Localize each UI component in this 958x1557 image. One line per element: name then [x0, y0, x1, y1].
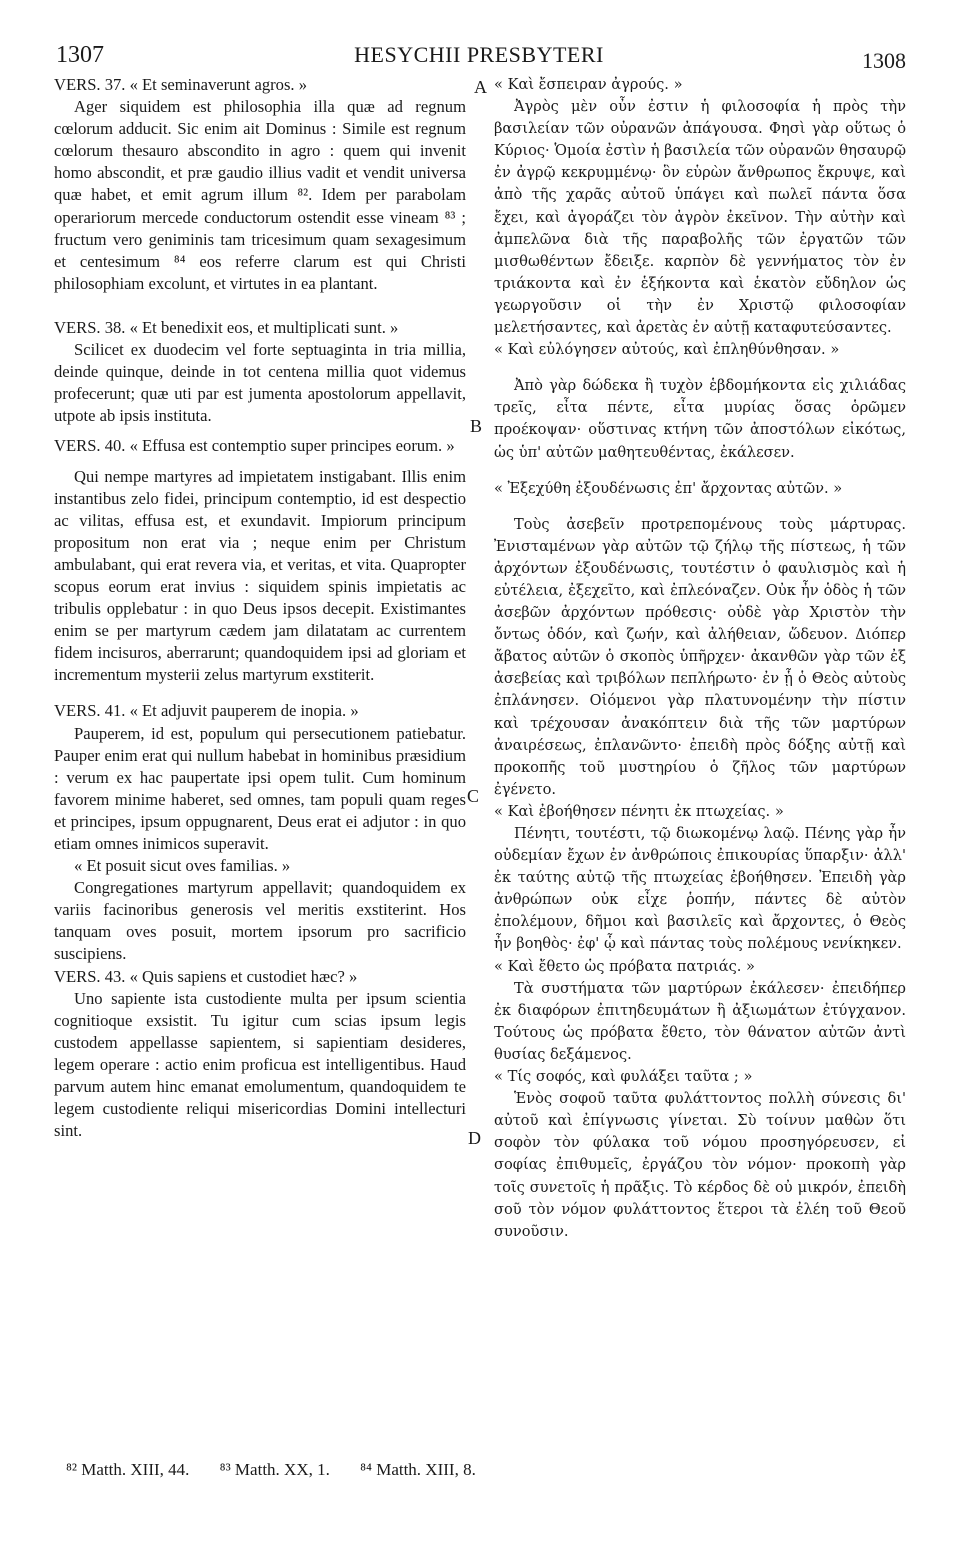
footnote: ⁸³ Matth. XX, 1. [219, 1460, 330, 1479]
commentary-paragraph: Scilicet ex duodecim vel forte septuaginta in tria millia, deinde quinque, deinde in tot centena millia quot videmus profecerunt; quæ uti par est jumenta apostolorum appellavit, utpote ab ipsis instituta. [54, 340, 466, 426]
commentary-paragraph: Πένητι, τουτέστι, τῷ διωκομένῳ λαῷ. Πένης γὰρ ἦν οὐδεμίαν ἔχων ἐν ἀνθρώποις ἐπικουρίας ὕπαρξιν· ἀλλ' ἐκ ταύτης αὐτῷ τῆς πτωχείας ἐβοήθησεν. Ἐπειδὴ γὰρ ἀνθρώπων οὐκ εἶχε ῥοπήν, πάντες δὲ αὐτὸν ἐπολέμουν, δῆμοι καὶ βασιλεῖς καὶ ἄρχοντες, ὁ Θεὸς ἦν βοηθὸς· ἐφ' ᾧ καὶ πάντας τοὺς πολέμους νενίκηκεν. [494, 825, 906, 953]
verse-heading: VERS. 40. « Effusa est contemptio super principes eorum. » [54, 436, 455, 456]
verse-heading: « Καὶ ἐβοήθησεν πένητι ἐκ πτωχείας. » [494, 802, 784, 820]
verse-heading: VERS. 37. « Et seminaverunt agros. » [54, 75, 308, 94]
commentary-paragraph: Τοὺς ἀσεβεῖν προτρεπομένους τοὺς μάρτυρας. Ἐνισταμένων γὰρ αὐτῶν τῷ ζήλῳ τῆς πίστεως, ἡ τῶν ἀρχόντων ἐξουδένωσις, τουτέστιν ὁ φαυλισμὸς καὶ ἡ εὐτέλεια, ἐξεχεῖτο, καὶ ἐπλεόναζεν. Οὐκ ἦν ὁδὸς ἡ τῶν ἀσεβῶν ἀρχόντων πρόθεσις· οὐδὲ γὰρ Χριστὸν τὴν ὄντως ὁδόν, καὶ ζωήν, καὶ ἀλήθειαν, ὥδευον. Διόπερ ἄβατος αὐτῶν ὁ σκοπὸς ὑπῆρχεν· ἀκανθῶν γὰρ τῶν ἐξ ἀσεβείας καὶ τριβόλων πεπλήρωτο· ἐν ᾗ ὁ Θεὸς αὐτοὺς ἐπλάνησεν. Οἰόμενοι γὰρ πλατυνομένην τὴν πίστιν καὶ τρέχουσαν ἀνακόπτειν διὰ τῆς τῶν μαρτύρων ἀναιρέσεως, ἐπλανῶντο· ἐπειδὴ πρὸς δόξης αὐτῇ καὶ προκοπῆς τοῦ μυστηρίου ὁ ζῆλος τῶν μαρτύρων ἐγένετο. [494, 515, 906, 798]
commentary-paragraph: Ager siquidem est philosophia illa quæ ad regnum cœlorum adducit. Sic enim ait Dominus : Simile est regnum cœlorum thesauro abscondito in agro : quem qui invenit homo abscondit, et præ gaudio illius vadit et vendit universa quæ habet, et emit agrum illum ⁸². Idem per parabolam operariorum mercede conductorum ostendit esse vineam ⁸³ ; fructum vero geniminis tam tricesimum quam sexagesimum et centesimum ⁸⁴ eos referre clarum est qui Christi philosophiam excolunt, et virtutes in ea plantant. [54, 97, 466, 293]
commentary-paragraph: Ἀπὸ γὰρ δώδεκα ἢ τυχὸν ἑβδομήκοντα εἰς χιλιάδας τρεῖς, εἶτα πέντε, εἶτα μυρίας ὅσας ὁρῶμεν προέκοψαν· οὕστινας κτήνη τῶν ἀποστόλων εἰκότως, ὡς ὑπ' αὐτῶν μαθητευθέντας, ἐκάλεσεν. [494, 377, 906, 461]
margin-letter-c: C [467, 786, 480, 806]
latin-column [54, 74, 466, 1142]
running-title: HESYCHII PRESBYTERI [354, 42, 604, 67]
verse-heading: VERS. 41. « Et adjuvit pauperem de inopia. » [54, 701, 359, 721]
verse-heading: VERS. 43. « Quis sapiens et custodiet hæc? » [54, 966, 358, 986]
verse-heading: VERS. 38. « Et benedixit eos, et multiplicati sunt. » [54, 317, 399, 337]
verse-heading: « Ἐξεχύθη ἐξουδένωσις ἐπ' ἄρχοντας αὐτῶν. » [494, 479, 843, 497]
greek-column [494, 74, 906, 1243]
commentary-paragraph: Qui nempe martyres ad impietatem instigabant. Illis enim instantibus zelo fidei, principum contemptio, id est despectio ac vilitas, effusa est, et exundavit. Impiorum principum propositum non erat via ; neque enim per Christum ambulabant, qui erat revera via, et veritas, et vita. Quapropter scopus eorum erat invius : siquidem spinis impietatis ac tribulis opplebatur : in quo Deus ipsos decepit. Existimantes enim se per martyrum cædem jam dilatatam ac currentem fidem incisuros, aberrarunt; quandoquidem ipsi ad gloriam et incrementum mysterii zelus martyrum exstiterit. [54, 466, 466, 685]
verse-heading: « Et posuit sicut oves familias. » [74, 856, 291, 876]
margin-letter-d: D [468, 1128, 481, 1148]
footnote: ⁸² Matth. XIII, 44. [66, 1460, 190, 1479]
page-header [0, 42, 958, 72]
commentary-paragraph: Congregationes martyrum appellavit; quandoquidem ex variis facinoribus generosis vel meritis exstiterint. Hos tanquam oves posuit, mortem ipsorum pro sacrificio suscipiens. [54, 878, 466, 964]
page-number-right: 1308 [862, 48, 906, 73]
commentary-paragraph: Τὰ συστήματα τῶν μαρτύρων ἐκάλεσεν· ἐπειδήπερ ἐκ διαφόρων ἐπιτηδευμάτων ἢ ἀξιωμάτων ἐτύγχανον. Τούτους ὡς πρόβατα ἔθετο, τὸν θάνατον αὐτῶν ἀντὶ θυσίας δεξάμενος. [494, 979, 906, 1063]
verse-heading: « Καὶ ἔσπειραν ἀγρούς. » [494, 76, 683, 93]
commentary-paragraph: Pauperem, id est, populum qui persecutionem patiebatur. Pauper enim erat qui nullum habebat in hominibus præsidium : verum ex hac paupertate ipsi opem tulit. Cum hominum favorem minime haberet, sed omnes, tam populi quam reges et principes, ipsum oppugnarent, Deus erat ei adjutor : in quo etiam omnes inimicos superavit. [54, 723, 466, 853]
verse-heading: « Τίς σοφός, καὶ φυλάξει ταῦτα ; » [494, 1068, 753, 1086]
commentary-paragraph: Ἑνὸς σοφοῦ ταῦτα φυλάττοντος πολλὴ σύνεσις δι' αὐτοῦ καὶ ἐπίγνωσις γίνεται. Σὺ τοίνυν μαθὼν ὅτι σοφὸν τὸν φύλακα τοῦ νόμου προσηγόρευσεν, εἰ σοφίας ἐπιθυμεῖς, ἐργάζου τὸν νόμον· προκοπὴ γὰρ τοῖς συνετοῖς ἡ πρᾶξις. Τὸ κέρδος δὲ οὐ μικρόν, ἐπειδὴ σοῦ τὸν νόμον φυλάττοντος ἕτεροι τὰ ἐλέη τοῦ Θεοῦ συνοῦσιν. [494, 1090, 906, 1240]
margin-letter-b: B [470, 416, 483, 436]
verse-heading: « Καὶ εὐλόγησεν αὐτούς, καὶ ἐπληθύνθησαν. » [494, 341, 840, 359]
footnote: ⁸⁴ Matth. XIII, 8. [360, 1460, 476, 1479]
margin-letter-a: A [474, 77, 487, 97]
commentary-paragraph: Ἀγρὸς μὲν οὖν ἐστιν ἡ φιλοσοφία ἡ πρὸς τὴν βασιλείαν τῶν οὐρανῶν ἀπάγουσα. Φησὶ γὰρ οὕτως ὁ Κύριος· Ὁμοία ἐστὶν ἡ βασιλεία τῶν οὐρανῶν θησαυρῷ ἐν ἀγρῷ κεκρυμμένῳ· ὃν εὑρὼν ἄνθρωπος ἔκρυψε, καὶ ἀπὸ τῆς χαρᾶς αὐτοῦ ὑπάγει καὶ πωλεῖ πάντα ὅσα ἔχει, καὶ ἀγοράζει τὸν ἀγρὸν ἐκεῖνον. Τὴν αὐτὴν καὶ ἀμπελῶνα διὰ τῆς παραβολῆς τῶν ἐργατῶν τῶν μισθωθέντων ἔδειξε. καρπὸν δὲ γεννήματος τὸν ἐν τριάκοντα καὶ ἐν ἑξήκοντα καὶ ἑκατὸν εὔδηλον ὡς γεωργοῦσιν οἱ τὴν ἐν Χριστῷ φιλοσοφίαν μελετήσαντες, καὶ ἀρετὰς ἐν αὐτῇ καταφυτεύσαντες. [494, 98, 906, 337]
verse-heading: « Καὶ ἔθετο ὡς πρόβατα πατριάς. » [494, 957, 755, 975]
commentary-paragraph: Uno sapiente ista custodiente multa per ipsum scientia cognitioque exsistit. Tu igitur cum scias ipsum legis custodem appellasse sapientem, si sapientiam desideres, legem operare : actio enim proficua est intelligentibus. Haud parvum autem hinc emanat emolumentum, quandoquidem te legem custodiente reliqui misericordias Domini intellecturi sint. [54, 988, 466, 1141]
page-number-left: 1307 [56, 42, 104, 68]
footnotes [66, 1460, 906, 1480]
